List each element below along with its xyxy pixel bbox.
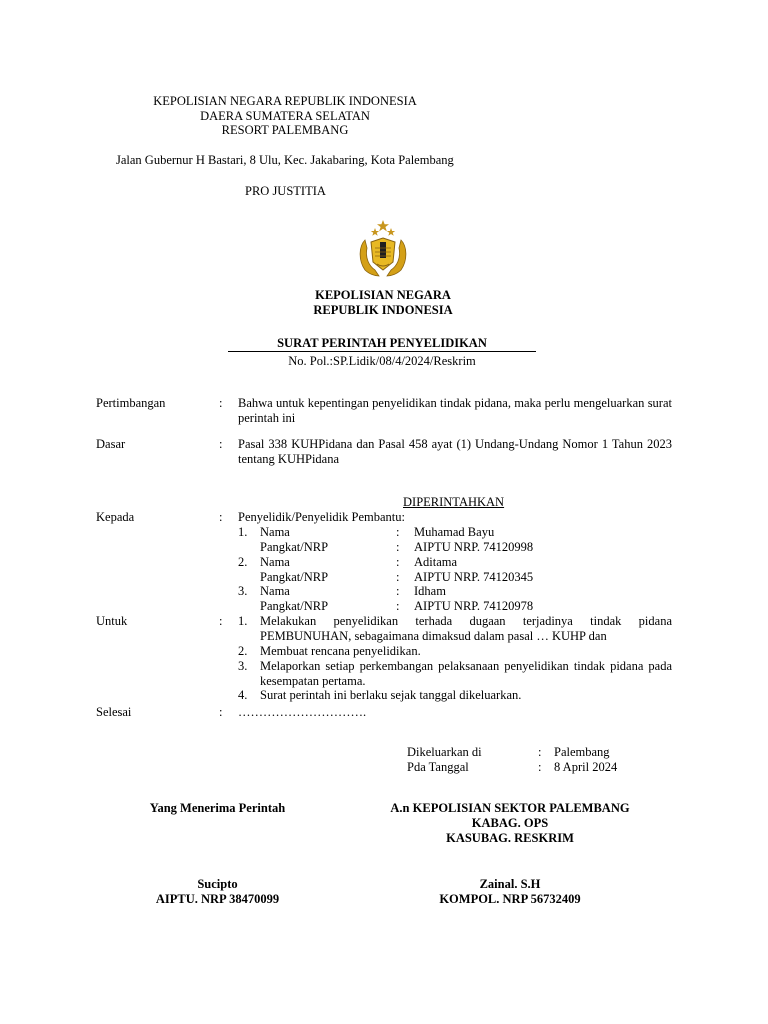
person-number: 1. (238, 525, 248, 539)
person-name: Aditama (414, 555, 458, 569)
untuk-item-number: 2. (238, 644, 248, 658)
pertimbangan-colon: : (219, 396, 223, 410)
issuer-line3: KASUBAG. RESKRIM (446, 831, 574, 845)
person-rank: AIPTU NRP. 74120345 (414, 570, 534, 584)
person-sep: : (396, 584, 400, 598)
issued-date: 8 April 2024 (554, 760, 618, 774)
title-underline (228, 351, 536, 352)
issuer-line2: KABAG. OPS (471, 816, 549, 830)
person-name-label: Nama (260, 525, 290, 539)
issued-colon: : (538, 760, 542, 774)
kepada-colon: : (219, 510, 223, 524)
untuk-label: Untuk (96, 614, 128, 628)
untuk-colon: : (219, 614, 223, 628)
person-rank: AIPTU NRP. 74120998 (414, 540, 534, 554)
pertimbangan-label: Pertimbangan (96, 396, 166, 410)
person-rank-label: Pangkat/NRP (260, 540, 329, 554)
pertimbangan-text: Bahwa untuk kepentingan penyelidikan tindak pidana, maka perlu mengeluarkan surat perintah ini (238, 396, 672, 425)
dasar-colon: : (219, 437, 223, 451)
untuk-item-text: Surat perintah ini berlaku sejak tanggal dikeluarkan. (260, 688, 522, 702)
receiver-nrp: AIPTU. NRP 38470099 (155, 892, 280, 906)
issued-place: Palembang (554, 745, 610, 759)
police-emblem-icon (355, 218, 411, 278)
person-name-label: Nama (260, 584, 290, 598)
person-name-label: Nama (260, 555, 290, 569)
header-address: Jalan Gubernur H Bastari, 8 Ulu, Kec. Jakabaring, Kota Palembang (116, 153, 454, 167)
person-rank-label: Pangkat/NRP (260, 570, 329, 584)
title-org-line1: KEPOLISIAN NEGARA (315, 288, 451, 302)
person-number: 2. (238, 555, 248, 569)
selesai-value: …………………………. (238, 705, 367, 719)
person-rank-label: Pangkat/NRP (260, 599, 329, 613)
person-rank: AIPTU NRP. 74120978 (414, 599, 534, 613)
issued-date-label: Pda Tanggal (407, 760, 469, 774)
document-title: SURAT PERINTAH PENYELIDIKAN (277, 336, 487, 350)
pro-justitia: PRO JUSTITIA (245, 184, 326, 198)
header-region: DAERA SUMATERA SELATAN (200, 109, 370, 123)
person-sep: : (396, 540, 400, 554)
person-sep: : (396, 525, 400, 539)
receiver-title: Yang Menerima Perintah (149, 801, 286, 815)
untuk-item-text: Membuat rencana penyelidikan. (260, 644, 421, 658)
untuk-item-number: 1. (238, 614, 248, 628)
selesai-label: Selesai (96, 705, 132, 719)
dasar-text: Pasal 338 KUHPidana dan Pasal 458 ayat (1) Undang-Undang Nomor 1 Tahun 2023 tentang KUHPidana (238, 437, 672, 466)
person-sep: : (396, 599, 400, 613)
issued-place-label: Dikeluarkan di (407, 745, 482, 759)
issuer-nrp: KOMPOL. NRP 56732409 (439, 892, 581, 906)
issuer-name: Zainal. S.H (479, 877, 541, 891)
selesai-colon: : (219, 705, 223, 719)
person-sep: : (396, 570, 400, 584)
untuk-item-number: 3. (238, 659, 248, 673)
kepada-intro: Penyelidik/Penyelidik Pembantu: (238, 510, 405, 524)
header-institution: KEPOLISIAN NEGARA REPUBLIK INDONESIA (153, 94, 417, 108)
person-name: Idham (414, 584, 446, 598)
receiver-name: Sucipto (197, 877, 238, 891)
diperintahkan-heading: DIPERINTAHKAN (403, 495, 505, 509)
document-number: No. Pol.:SP.Lidik/08/4/2024/Reskrim (288, 354, 476, 368)
issued-colon: : (538, 745, 542, 759)
issuer-line1: A.n KEPOLISIAN SEKTOR PALEMBANG (390, 801, 630, 815)
person-sep: : (396, 555, 400, 569)
header-resort: RESORT PALEMBANG (221, 123, 349, 137)
untuk-item-text: Melakukan penyelidikan terhada dugaan terjadinya tindak pidana PEMBUNUHAN, sebagaimana dimaksud dalam pasal … KUHP dan (260, 614, 672, 643)
untuk-item-text: Melaporkan setiap perkembangan pelaksanaan penyelidikan tindak pidana pada kesempatan pertama. (260, 659, 672, 688)
person-name: Muhamad Bayu (414, 525, 495, 539)
person-number: 3. (238, 584, 248, 598)
untuk-item-number: 4. (238, 688, 248, 702)
kepada-label: Kepada (96, 510, 135, 524)
title-org-line2: REPUBLIK INDONESIA (313, 303, 453, 317)
dasar-label: Dasar (96, 437, 126, 451)
